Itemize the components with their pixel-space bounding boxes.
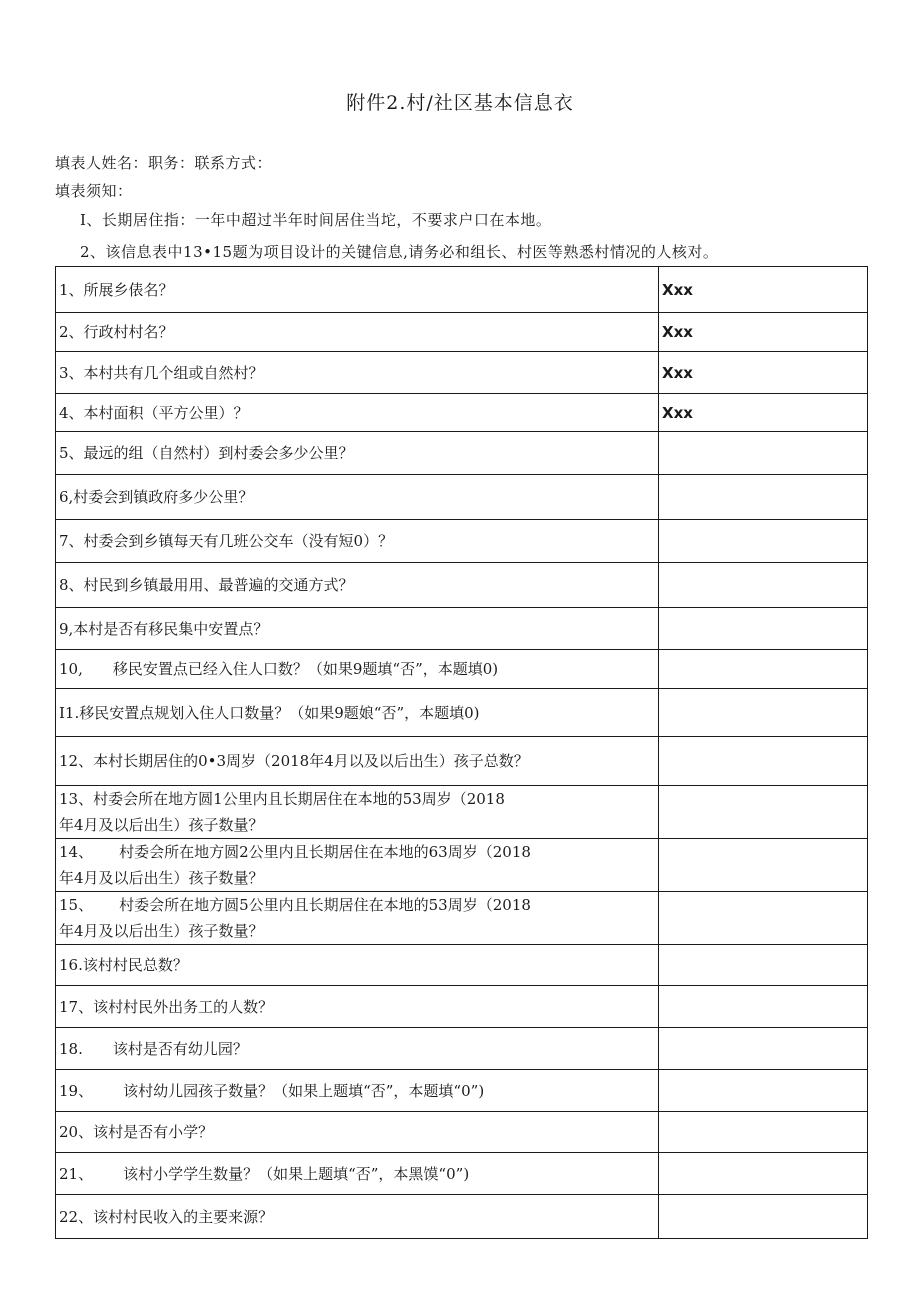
village-info-table: [55, 266, 868, 1239]
table-row: [56, 432, 868, 475]
answer-cell[interactable]: [659, 313, 868, 352]
question-number: 19、: [59, 1081, 94, 1100]
question-text: 16.该村村民总数？: [59, 956, 188, 974]
question-text: 22、该村村民收入的主要来源？: [59, 1207, 274, 1226]
question-text: 7、村委会到乡镇每天有几班公交车（没有短0）？: [59, 532, 394, 550]
question-cell: [56, 986, 659, 1028]
question-text: 12、本村长期居住的0•3周岁（2018年4月以及以后出生）孩子总数？: [59, 752, 529, 770]
question-text: 8、村民到乡镇最用用、最普遍的交通方式？: [59, 576, 354, 594]
question-cell: [56, 394, 659, 432]
table-row: [56, 839, 868, 892]
notes-label: 填表须知：: [55, 182, 133, 200]
question-text: 4、本村面积（平方公里）？: [59, 403, 249, 422]
question-number: 10,: [59, 660, 83, 678]
table-row: [56, 945, 868, 986]
question-text: 该村小学学生数量？（如果上题填“否”，本黑馍“0”): [123, 1164, 470, 1183]
question-cell: [56, 737, 659, 786]
filler-info-line: 填表人姓名：职务：联系方式：: [55, 154, 273, 172]
answer-value: Xxx: [662, 323, 693, 341]
answer-value: Xxx: [662, 403, 693, 422]
table-row: [56, 986, 868, 1028]
table-row: [56, 786, 868, 839]
question-cell: [56, 1195, 659, 1239]
question-cell: [56, 892, 659, 945]
question-line-2: 年4月及以后出生）孩子数量？: [59, 922, 264, 940]
question-cell: [56, 1153, 659, 1195]
question-text: 1、所展乡俵名？: [59, 280, 174, 299]
question-cell: [56, 432, 659, 475]
table-row: [56, 1153, 868, 1195]
question-text: 3、本村共有几个组或自然村？: [59, 363, 264, 382]
answer-cell[interactable]: [659, 352, 868, 394]
question-cell: [56, 352, 659, 394]
page-title: 附件2.村/社区基本信息衣: [346, 92, 574, 114]
question-cell: [56, 313, 659, 352]
question-text: 该村是否有幼儿园？: [112, 1039, 248, 1058]
question-cell: [56, 1112, 659, 1153]
question-cell: [56, 786, 659, 839]
question-cell: [56, 689, 659, 737]
answer-cell[interactable]: [659, 432, 868, 475]
answer-cell[interactable]: [659, 786, 868, 839]
question-cell: [56, 650, 659, 689]
question-cell: [56, 945, 659, 986]
answer-cell[interactable]: [659, 650, 868, 689]
answer-cell[interactable]: [659, 1153, 868, 1195]
question-number: 18.: [59, 1039, 83, 1058]
question-text: 该村幼儿园孩子数量？（如果上题填“否”，本题填“0”): [123, 1081, 485, 1100]
answer-cell[interactable]: [659, 1070, 868, 1112]
answer-value: Xxx: [662, 280, 693, 299]
answer-cell[interactable]: [659, 689, 868, 737]
question-text: 5、最远的组（自然村）到村委会多少公里？: [59, 444, 354, 462]
answer-cell[interactable]: [659, 520, 868, 563]
question-cell: [56, 563, 659, 608]
table-row: [56, 313, 868, 352]
question-text: 2、行政村村名？: [59, 323, 174, 341]
table-row: [56, 650, 868, 689]
question-number: 21、: [59, 1164, 94, 1183]
question-cell: [56, 1028, 659, 1070]
question-text: I1.移民安置点规划入住人口数量？（如果9题娘“否”，本题填0): [59, 703, 480, 722]
answer-cell[interactable]: [659, 737, 868, 786]
table-row: [56, 737, 868, 786]
question-cell: [56, 1070, 659, 1112]
table-row: [56, 475, 868, 520]
table-row: [56, 1195, 868, 1239]
table-row: [56, 352, 868, 394]
question-line-2: 年4月及以后出生）孩子数量？: [59, 816, 264, 834]
answer-cell[interactable]: [659, 394, 868, 432]
table-row: [56, 1070, 868, 1112]
table-row: [56, 892, 868, 945]
question-line-2: 年4月及以后出生）孩子数量？: [59, 869, 264, 887]
question-cell: [56, 608, 659, 650]
table-row: [56, 1112, 868, 1153]
question-text: 6,村委会到镇政府多少公里？: [59, 488, 254, 506]
answer-cell[interactable]: [659, 1195, 868, 1239]
answer-cell[interactable]: [659, 945, 868, 986]
question-cell: [56, 839, 659, 892]
question-text: 移民安置点已经入住人口数？（如果9题填“否”，本题填0): [112, 660, 499, 678]
answer-cell[interactable]: [659, 475, 868, 520]
question-cell: [56, 475, 659, 520]
table-row: [56, 394, 868, 432]
question-number: 14、: [59, 843, 94, 861]
question-line-1: 村委会所在地方圆5公里内且长期居住在本地的53周岁（2018: [119, 896, 531, 914]
question-text: 17、该村村民外出务工的人数？: [59, 997, 274, 1016]
answer-cell[interactable]: [659, 986, 868, 1028]
answer-cell[interactable]: [659, 839, 868, 892]
question-text: 20、该村是否有小学？: [59, 1123, 214, 1141]
question-number: 15、: [59, 896, 94, 914]
answer-cell[interactable]: [659, 1112, 868, 1153]
question-line-1: 13、村委会所在地方圆1公里内且长期居住在本地的53周岁（2018: [59, 790, 505, 808]
question-line-1: 村委会所在地方圆2公里内且长期居住在本地的63周岁（2018: [119, 843, 531, 861]
note-2: 2、该信息表中13•15题为项目设计的关键信息,请务必和组长、村医等熟悉村情况的人核对。: [80, 243, 719, 261]
question-cell: [56, 520, 659, 563]
table-row: [56, 608, 868, 650]
note-1: I、长期居住指：一年中超过半年时间居住当坨，不要求户口在本地。: [80, 211, 552, 229]
question-cell: [56, 267, 659, 313]
answer-cell[interactable]: [659, 563, 868, 608]
answer-cell[interactable]: [659, 892, 868, 945]
table-row: [56, 1028, 868, 1070]
table-row: [56, 267, 868, 313]
answer-value: Xxx: [662, 363, 693, 382]
answer-cell[interactable]: [659, 1028, 868, 1070]
answer-cell[interactable]: [659, 608, 868, 650]
answer-cell[interactable]: [659, 267, 868, 313]
table-row: [56, 689, 868, 737]
question-text: 9,本村是否有移民集中安置点？: [59, 619, 269, 638]
table-row: [56, 520, 868, 563]
table-row: [56, 563, 868, 608]
